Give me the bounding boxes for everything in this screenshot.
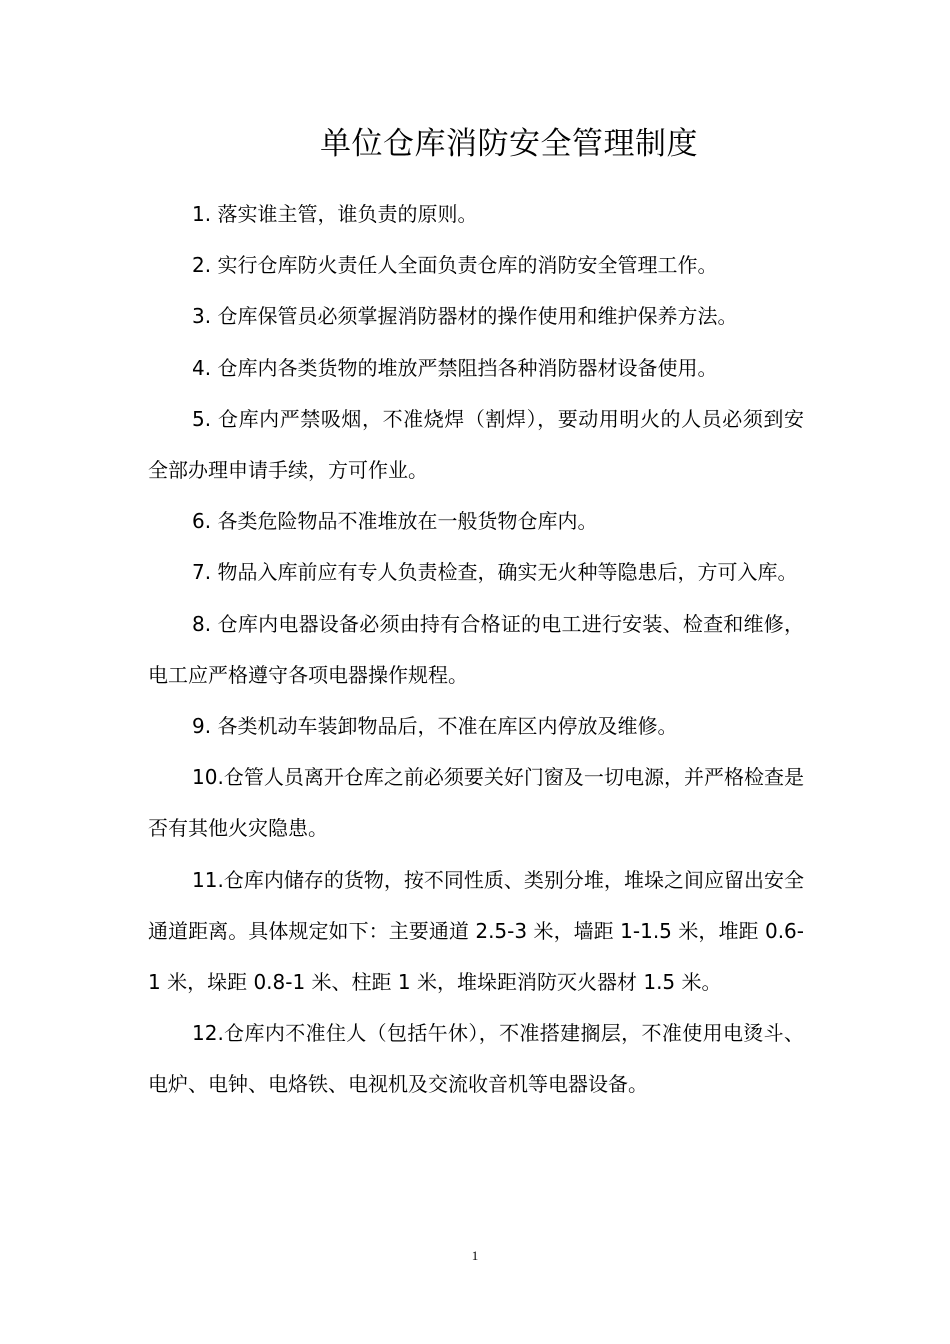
page-number: 1 [471, 1248, 479, 1263]
paragraph-9: 9. 各类机动车装卸物品后，不准在库区内停放及维修。 [192, 714, 678, 739]
document-title: 单位仓库消防安全管理制度 [320, 126, 698, 162]
paragraph-7: 7. 物品入库前应有专人负责检查，确实无火种等隐患后，方可入库。 [192, 560, 798, 585]
paragraph-11: 11.仓库内储存的货物，按不同性质、类别分堆，堆垛之间应留出安全通道距离。具体规定如下：主要通道 2.5-3 米，墙距 1-1.5 米，堆距 0.6-1 米，垛距 0.8-1 米、柱距 1 米，堆垛距消防灭火器材 1.5 米。 [148, 867, 804, 995]
paragraph-3: 3. 仓库保管员必须掌握消防器材的操作使用和维护保养方法。 [192, 304, 738, 329]
paragraph-5: 5. 仓库内严禁吸烟，不准烧焊（割焊），要动用明火的人员必须到安全部办理申请手续，方可作业。 [148, 406, 804, 483]
paragraph-8: 8. 仓库内电器设备必须由持有合格证的电工进行安装、检查和维修，电工应严格遵守各项电器操作规程。 [148, 611, 804, 687]
paragraph-10: 10.仓管人员离开仓库之前必须要关好门窗及一切电源，并严格检查是否有其他火灾隐患。 [148, 765, 804, 841]
paragraph-4: 4. 仓库内各类货物的堆放严禁阻挡各种消防器材设备使用。 [192, 355, 718, 380]
paragraph-2: 2. 实行仓库防火责任人全面负责仓库的消防安全管理工作。 [192, 253, 718, 278]
paragraph-6: 6. 各类危险物品不准堆放在一般货物仓库内。 [192, 509, 598, 534]
paragraph-1: 1. 落实谁主管，谁负责的原则。 [192, 202, 478, 226]
paragraph-12: 12.仓库内不准住人（包括午休），不准搭建搁层，不准使用电烫斗、电炉、电钟、电烙铁、电视机及交流收音机等电器设备。 [148, 1021, 804, 1097]
document-body [148, 189, 804, 1111]
